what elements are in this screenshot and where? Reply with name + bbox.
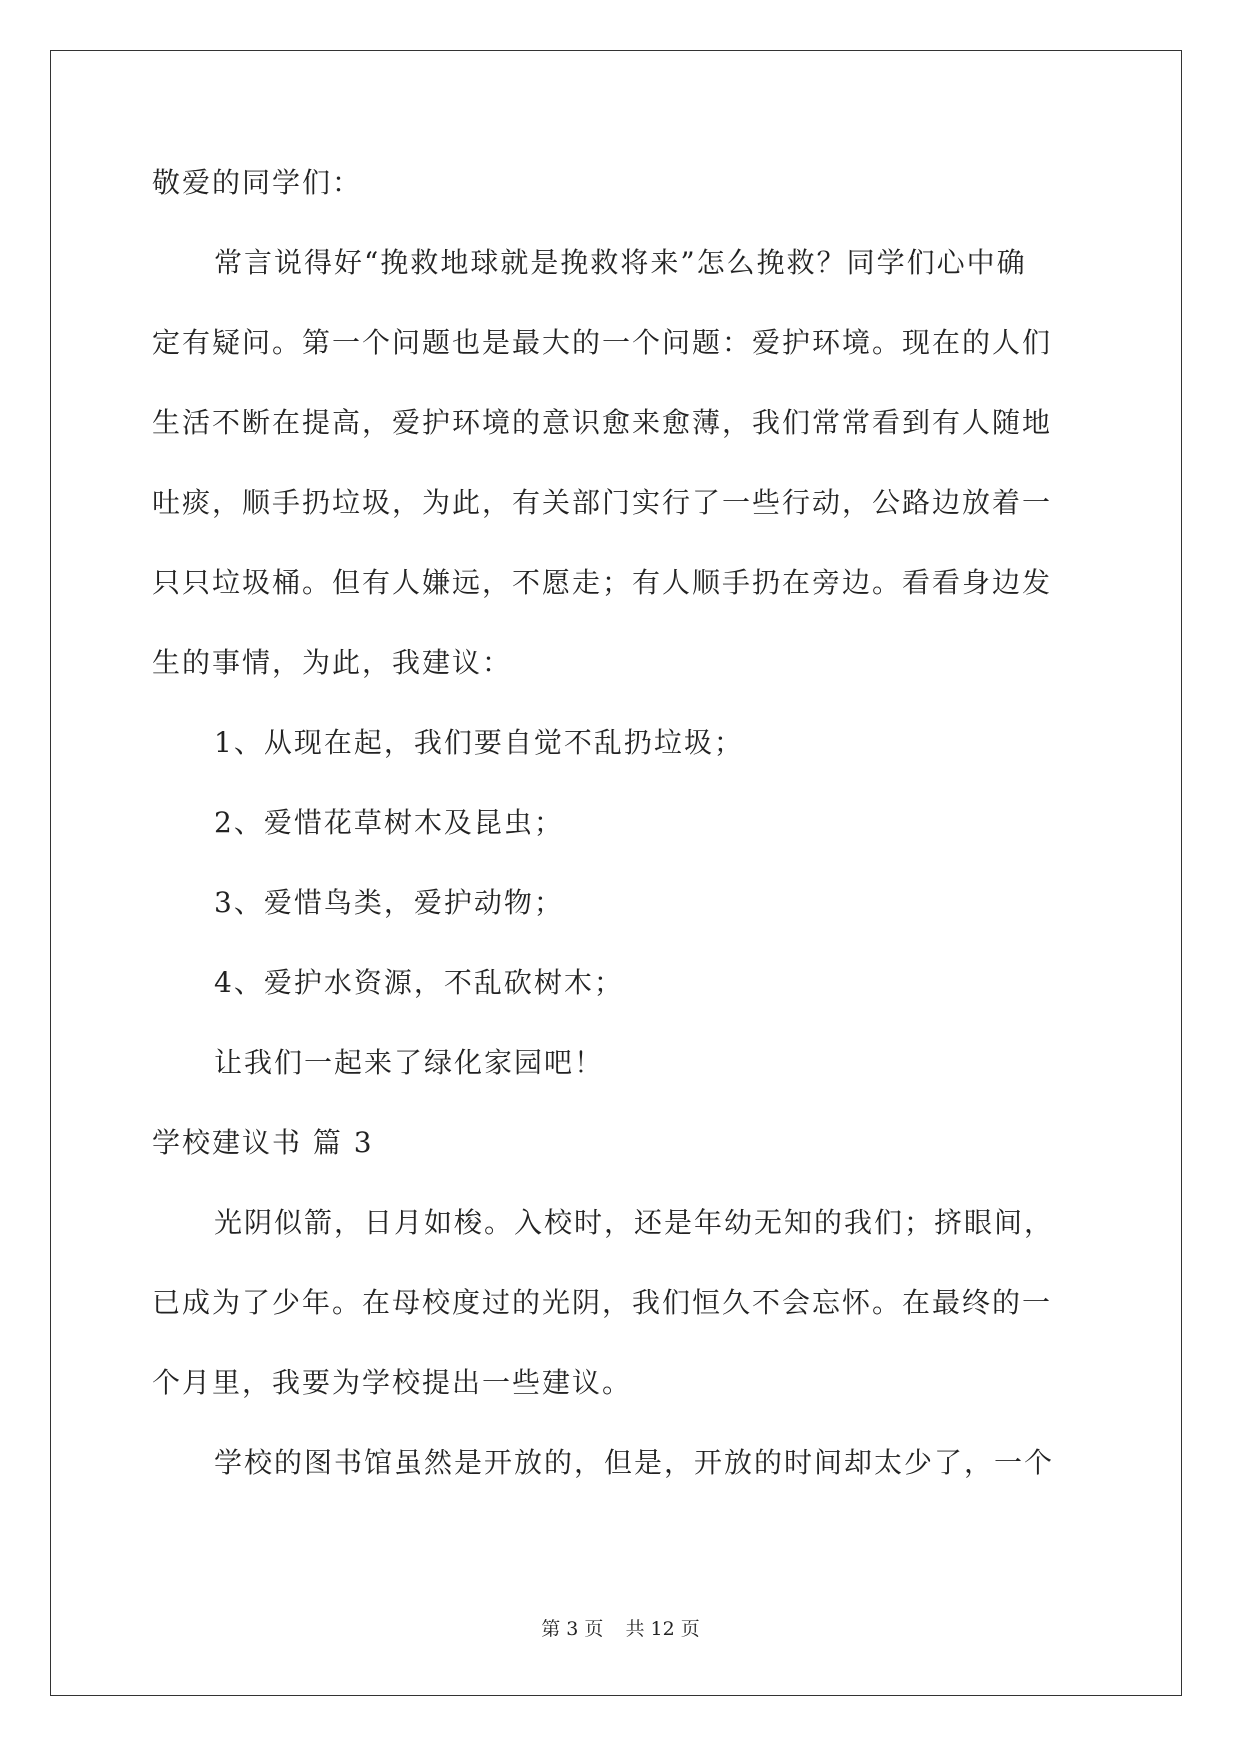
closing-line: 让我们一起来了绿化家园吧！ (214, 1046, 605, 1079)
paragraph-line: 已成为了少年。在母校度过的光阴，我们恒久不会忘怀。在最终的一 (152, 1286, 1053, 1319)
list-item: 4、爱护水资源，不乱砍树木； (214, 966, 624, 999)
paragraph-line: 只只垃圾桶。但有人嫌远，不愿走；有人顺手扔在旁边。看看身边发 (152, 566, 1053, 599)
section-heading: 学校建议书 篇 3 (152, 1126, 374, 1159)
list-item: 3、爱惜鸟类，爱护动物； (214, 886, 564, 919)
page-footer (0, 1614, 1241, 1641)
paragraph-line: 定有疑问。第一个问题也是最大的一个问题：爱护环境。现在的人们 (152, 326, 1053, 359)
paragraph-line: 个月里，我要为学校提出一些建议。 (152, 1366, 633, 1399)
paragraph-line: 常言说得好“挽救地球就是挽救将来”怎么挽救？同学们心中确 (214, 246, 1027, 279)
paragraph-line: 学校的图书馆虽然是开放的，但是，开放的时间却太少了，一个 (214, 1446, 1055, 1479)
paragraph-line: 生的事情，为此，我建议： (152, 646, 513, 679)
paragraph-line: 光阴似箭，日月如梭。入校时，还是年幼无知的我们；挤眼间， (214, 1206, 1055, 1239)
paragraph-line: 生活不断在提高，爱护环境的意识愈来愈薄，我们常常看到有人随地 (152, 406, 1053, 439)
paragraph-line: 吐痰，顺手扔垃圾，为此，有关部门实行了一些行动，公路边放着一 (152, 486, 1053, 519)
page-number: 第 3 页 (541, 1618, 604, 1640)
salutation: 敬爱的同学们： (152, 166, 363, 199)
list-item: 1、从现在起，我们要自觉不乱扔垃圾； (214, 726, 744, 759)
document-body (152, 155, 1087, 1515)
page-total: 共 12 页 (625, 1618, 700, 1640)
list-item: 2、爱惜花草树木及昆虫； (214, 806, 564, 839)
